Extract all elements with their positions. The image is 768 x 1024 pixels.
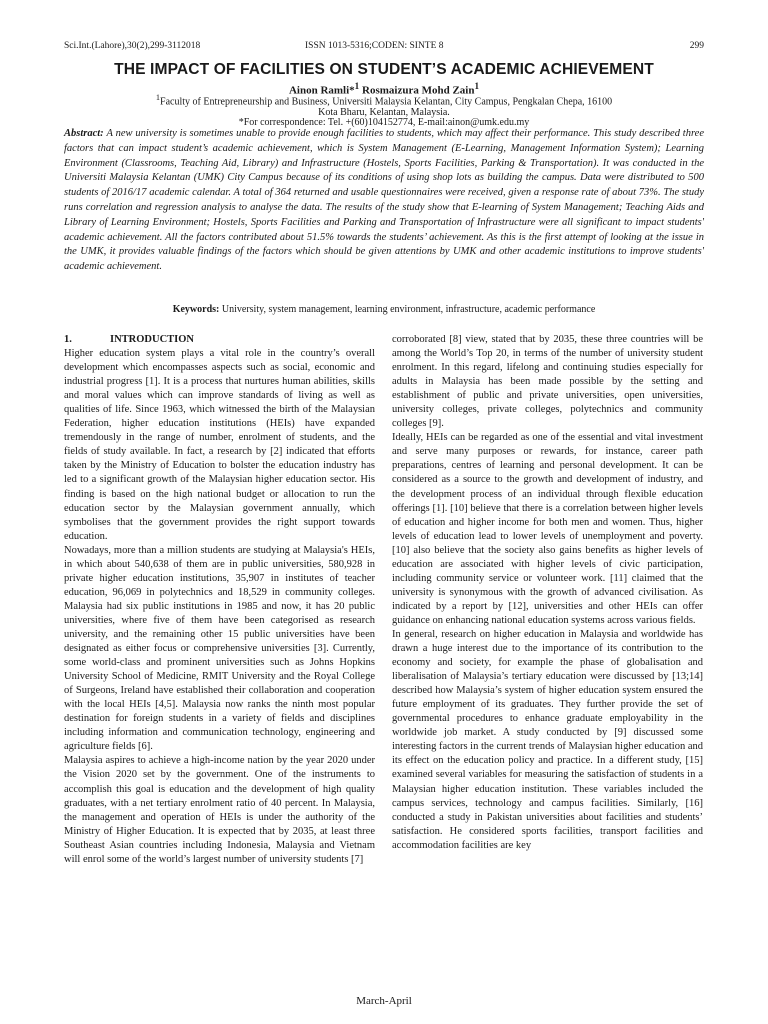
section-number: 1.: [64, 334, 72, 345]
body-paragraph: In general, research on higher education in Malaysia and worldwide has drawn a huge interest due to the importance of its contribution to the economy and society, for example the phase of globalisation and liberalisation of Malaysia’s tertiary education were discussed by [13;14] described how Malaysia’s system of higher education system ensured the future employment of its graduates. They further provide the set of governmental procedures to enhance graduate employability in the worldwide job market. A study conducted by [9] discussed some interesting factors in the current trends of Malaysian higher education and its effect on the education policy and practice. In a different study, [15] examined several variables for measuring the satisfaction of students in a Malaysian higher education institution. These variables included the campus services, technology and campus facilities. Similarly, [16] conducted a study in Pakistan universities about facilities and students’ satisfaction. He considered sports facilities, transport facilities and accommodation facilities are key: [392, 628, 703, 851]
section-title: INTRODUCTION: [110, 334, 195, 345]
correspondence-line: *For correspondence: Tel. +(60)104152774, E-mail:ainon@umk.edu.my: [238, 117, 530, 129]
author-name: Ainon Ramli*: [288, 84, 355, 97]
page-number: 299: [689, 41, 704, 51]
keywords: [64, 304, 704, 315]
keywords-text: University, system management, learning environment, infrastructure, academic performance: [221, 304, 596, 315]
abstract-label: Abstract:: [64, 128, 104, 139]
page-footer: March-April: [356, 995, 412, 1007]
keywords-label: Keywords:: [172, 304, 220, 315]
abstract-text: A new university is sometimes unable to provide enough facilities to students, which may affect their performance. This study described three factors that can impact student’s academic achievement, which is System Management (E-Learning, Management Information System); Learning Environment (Classrooms, Teaching Aid, Library) and Infrastructure (Hostels, Sports Facilities, Parking & Transportation). It was conducted in the Universiti Malaysia Kelantan (UMK) City Campus because of its conditions of using shop lots as building the campus. Data were distributed to 500 students of 2016/17 academic calendar. A total of 364 returned and usable questionnaires were received, given a response rate of about 73%. The study runs correlation and regression analysis to analyse the data. The results of the study show that E-learning of System Management; Teaching Aids and Library of Learning Environment; Hostels, Sports Facilities and Parking and Transportation of Infrastructure were all significant to impact students' academic achievement. All the factors contributed about 51.5% towards the students’ achievement. As this is the first attempt of looking at the issue in the UMK, it provides valuable findings of the factors which should be given attentions by UMK and other academic institutions to improve students' academic achievement.: [64, 128, 704, 273]
body-paragraph: Malaysia aspires to achieve a high-income nation by the year 2020 under the Vision 2020 set by the government. One of the instruments to accomplish this goal is education and the development of high quality graduates, with a net tertiary enrolment ratio of 40 percent. In Malaysia, the management and operation of HEIs is under the authority of the Ministry of Higher Education. It is expected that by 2035, at least three Southeast Asian countries including Indonesia, Malaysia and Vietnam will enrol some of the world’s largest number of university students [7]: [64, 755, 375, 865]
body-paragraph: Nowadays, more than a million students are studying at Malaysia's HEIs, in which about 540,638 of them are in public universities, 580,928 in private higher education institutions, 35,907 in institutes of teacher education, 96,069 in polytechnics and 18,529 in community colleges. Malaysia had six public institutions in 1985 and now, it has 20 public universities, where five of them have been categorised as research university, and the remaining other 15 public universities have been designated as either focus or comprehensive universities [3]. Currently, some world-class and prominent universities such as Johns Hopkins University School of Medicine, RMIT University and the Royal College of Surgeons, Ireland have established their collaboration and cooperation with the local HEIs [4,5]. Malaysia now ranks the ninth most popular destination for foreign students in a variety of fields and disciplines including information and communication technology, engineering and agriculture fields [6].: [64, 544, 375, 753]
author-affil-mark: 1: [474, 81, 480, 91]
issn-code: ISSN 1013-5316;CODEN: SINTE 8: [305, 41, 444, 51]
affiliation-line: Kota Bharu, Kelantan, Malaysia.: [318, 106, 450, 118]
author-affil-mark: 1: [354, 81, 360, 91]
affiliation-block: [40, 93, 728, 129]
body-paragraph: Ideally, HEIs can be regarded as one of the essential and vital investment and serve many purposes or rewards, for instance, career path preparations, centres of learning and personal development. It can be considered as a source to the growth and development of industry, and the development process of an individual through flexible education offerings [1]. [10] believe that there is a correlation between higher levels of education and higher income for both men and women. Thus, higher levels of education lead to lower levels of unemployment and poverty. [10] also believe that the society also gains benefits as higher levels of education are associated with higher levels of civic participation, including community service or volunteer work. [11] claimed that the university is synonymous with the growth of advanced civilisation. As indicated by a report by [12], universities and other HEIs can offer guidance on enhancing national education systems across various fields.: [392, 432, 703, 626]
affil-mark: 1: [155, 93, 161, 102]
body-paragraph: corroborated [8] view, stated that by 2035, these three countries will be among the World’s Top 20, in terms of the number of university student enrolment. In this regard, lifelong and continuing studies especially for adults in Malaysia has been made possible by the setting and establishment of public and private universities, open universities, university colleges, private colleges, polytechnics and community colleges [9].: [392, 334, 703, 430]
affiliation-line: $^1$Faculty of Entrepreneurship and Business, Universiti Malaysia Kelantan, City Campus, Pengkalan Chepa, 16100: [155, 93, 613, 108]
author-name: Rosmaizura Mohd Zain: [359, 84, 475, 97]
journal-citation: Sci.Int.(Lahore),30(2),299-3112018: [64, 41, 201, 51]
body-paragraph: Higher education system plays a vital role in the country’s overall development which encompasses aspects such as social, economic and industrial progress [1]. It is a process that nurtures human abilities, skills and moral values which can improve standards of living as well as qualities of life. Since 1963, which witnessed the birth of the Malaysian Federation, higher education institutions (HEIs) have expanded tremendously in the range of number, enrolment of students, and the fields of study available. In fact, a research by [2] indicated that efforts taken by the Ministry of Education to bolster the education industry has led to a significant growth of the Malaysian higher education sector. His finding is based on the high national budget or allocation to run the education sector by the Malaysian government annually, which symbolises that the government provides the right support towards education.: [64, 348, 375, 542]
running-header: [64, 41, 704, 57]
abstract: [64, 127, 704, 275]
left-column: [64, 333, 375, 867]
right-column: [392, 333, 703, 853]
paper-title: THE IMPACT OF FACILITIES ON STUDENT’S ACADEMIC ACHIEVEMENT: [114, 61, 654, 78]
section-heading: [64, 333, 375, 347]
